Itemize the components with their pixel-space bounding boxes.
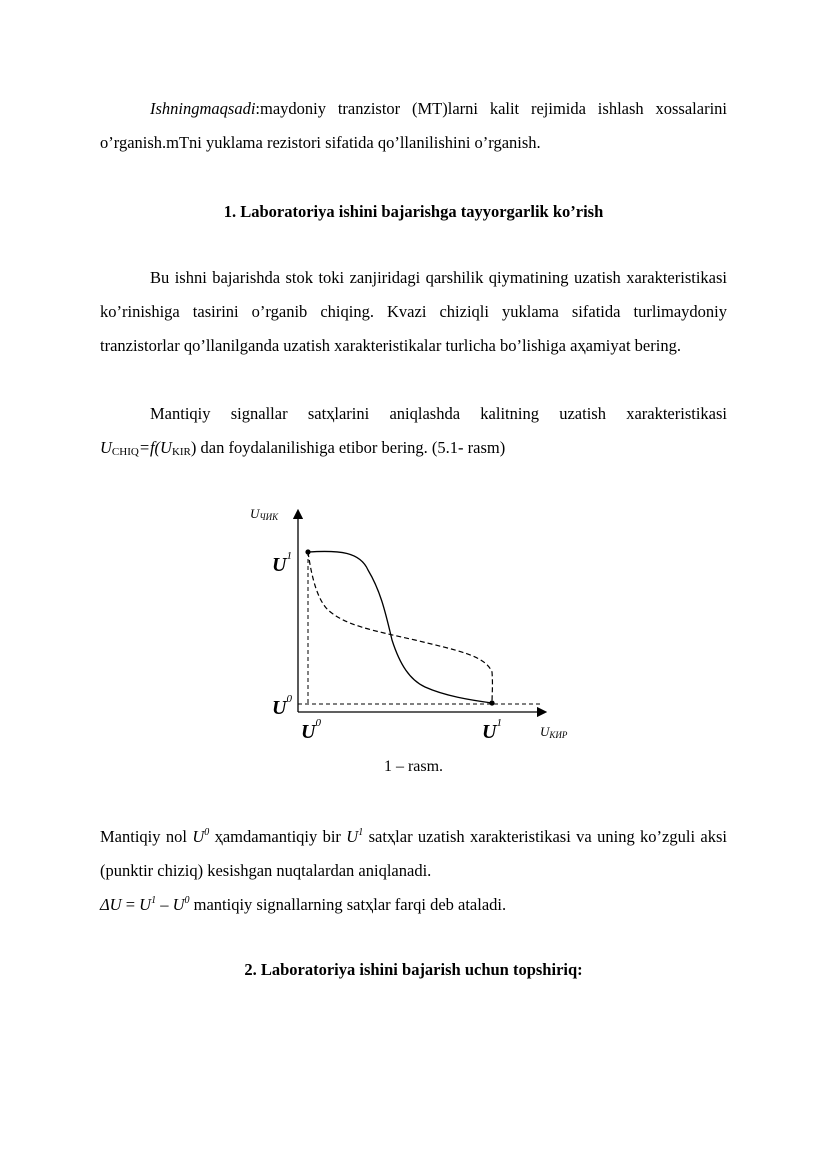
para2-text: Mantiqiy signallar satҳlarini aniqlashda kalitning uzatish xarakteristikasi xyxy=(150,404,727,423)
aim-paragraph xyxy=(100,92,727,160)
para3-t2: ҳamdamantiqiy bir xyxy=(209,827,347,846)
aim-text-line2: xossalarini o’rganish.mTni yuklama rezistori sifatida qo’llanilishini o’rganish. xyxy=(100,99,727,152)
section2-title: 2. Laboratoriya ishini bajarish uchun topshiriq: xyxy=(244,960,583,979)
formula-u-out: U xyxy=(100,438,112,457)
para3-u0-sup: 0 xyxy=(204,827,210,838)
para3-t1: Mantiqiy nol xyxy=(100,827,193,846)
aim-text-line1: :maydoniy tranzistor (MT)larni kalit rejimida ishlash xyxy=(255,99,644,118)
y-axis-label: UЧИК xyxy=(250,506,279,522)
x-low-label: $U^0$ xyxy=(301,717,321,743)
section1-title: 1. Laboratoriya ishini bajarishga tayyorgarlik ko’rish xyxy=(223,202,604,221)
point-low xyxy=(489,700,494,705)
para4-delta: ΔU xyxy=(100,895,122,914)
y-high-label: $U^1$ xyxy=(272,550,292,576)
formula-u-in: U xyxy=(160,438,172,457)
formula-sub-kir: KIR xyxy=(171,446,191,458)
para4-u0: U xyxy=(172,895,185,914)
para4-rest: mantiqiy signallarning satҳlar farqi deb ataladi. xyxy=(189,895,507,914)
point-high xyxy=(305,549,310,554)
transfer-curve xyxy=(308,551,492,703)
para4-u1: U xyxy=(139,895,152,914)
para3 xyxy=(100,816,727,888)
transfer-characteristic-figure xyxy=(240,500,580,750)
x-high-label: $U^1$ xyxy=(482,717,502,743)
formula-close: ) xyxy=(190,438,197,457)
transfer-characteristic-diagram xyxy=(240,500,580,750)
x-axis-label: UКИР xyxy=(540,724,568,740)
para4-u0-sup: 0 xyxy=(184,895,190,906)
para2 xyxy=(100,397,727,469)
para3-u0: U xyxy=(192,827,205,846)
y-low-label: $U^0$ xyxy=(272,693,292,719)
para1: Bu ishni bajarishda stok toki zanjiridagi qarshilik qiymatining uzatish xarakteristikasi ko’rinishiga tasirini o’rganib chiqing. Kvazi chiziqli yuklama sifatida turlimaydoniy tranzistorlar qo’llanilganda uzatish xarakteristikalar turlicha bo’lishiga aҳamiyat bering. xyxy=(100,268,727,355)
formula-sub-chiq: CHIQ xyxy=(111,446,139,458)
mirrored-curve xyxy=(308,552,492,703)
para3-u1: U xyxy=(346,827,359,846)
para4-eq: = xyxy=(121,895,140,914)
para4-minus: – xyxy=(156,895,173,914)
para2-rest: dan foydalanilishiga etibor bering. (5.1- rasm) xyxy=(196,438,506,457)
formula-eq: =f( xyxy=(138,438,161,457)
figure-caption: 1 – rasm. xyxy=(383,758,444,775)
para4 xyxy=(100,884,727,922)
para3-t3: satҳlar uzatish xarakteristikasi va uning ko’zguli aksi (punktir chiziq) kesishgan nuqtalardan aniqlanadi. xyxy=(100,827,727,880)
para4-u1-sup: 1 xyxy=(151,895,157,906)
aim-label: Ishningmaqsadi xyxy=(150,99,256,118)
para3-u1-sup: 1 xyxy=(358,827,364,838)
